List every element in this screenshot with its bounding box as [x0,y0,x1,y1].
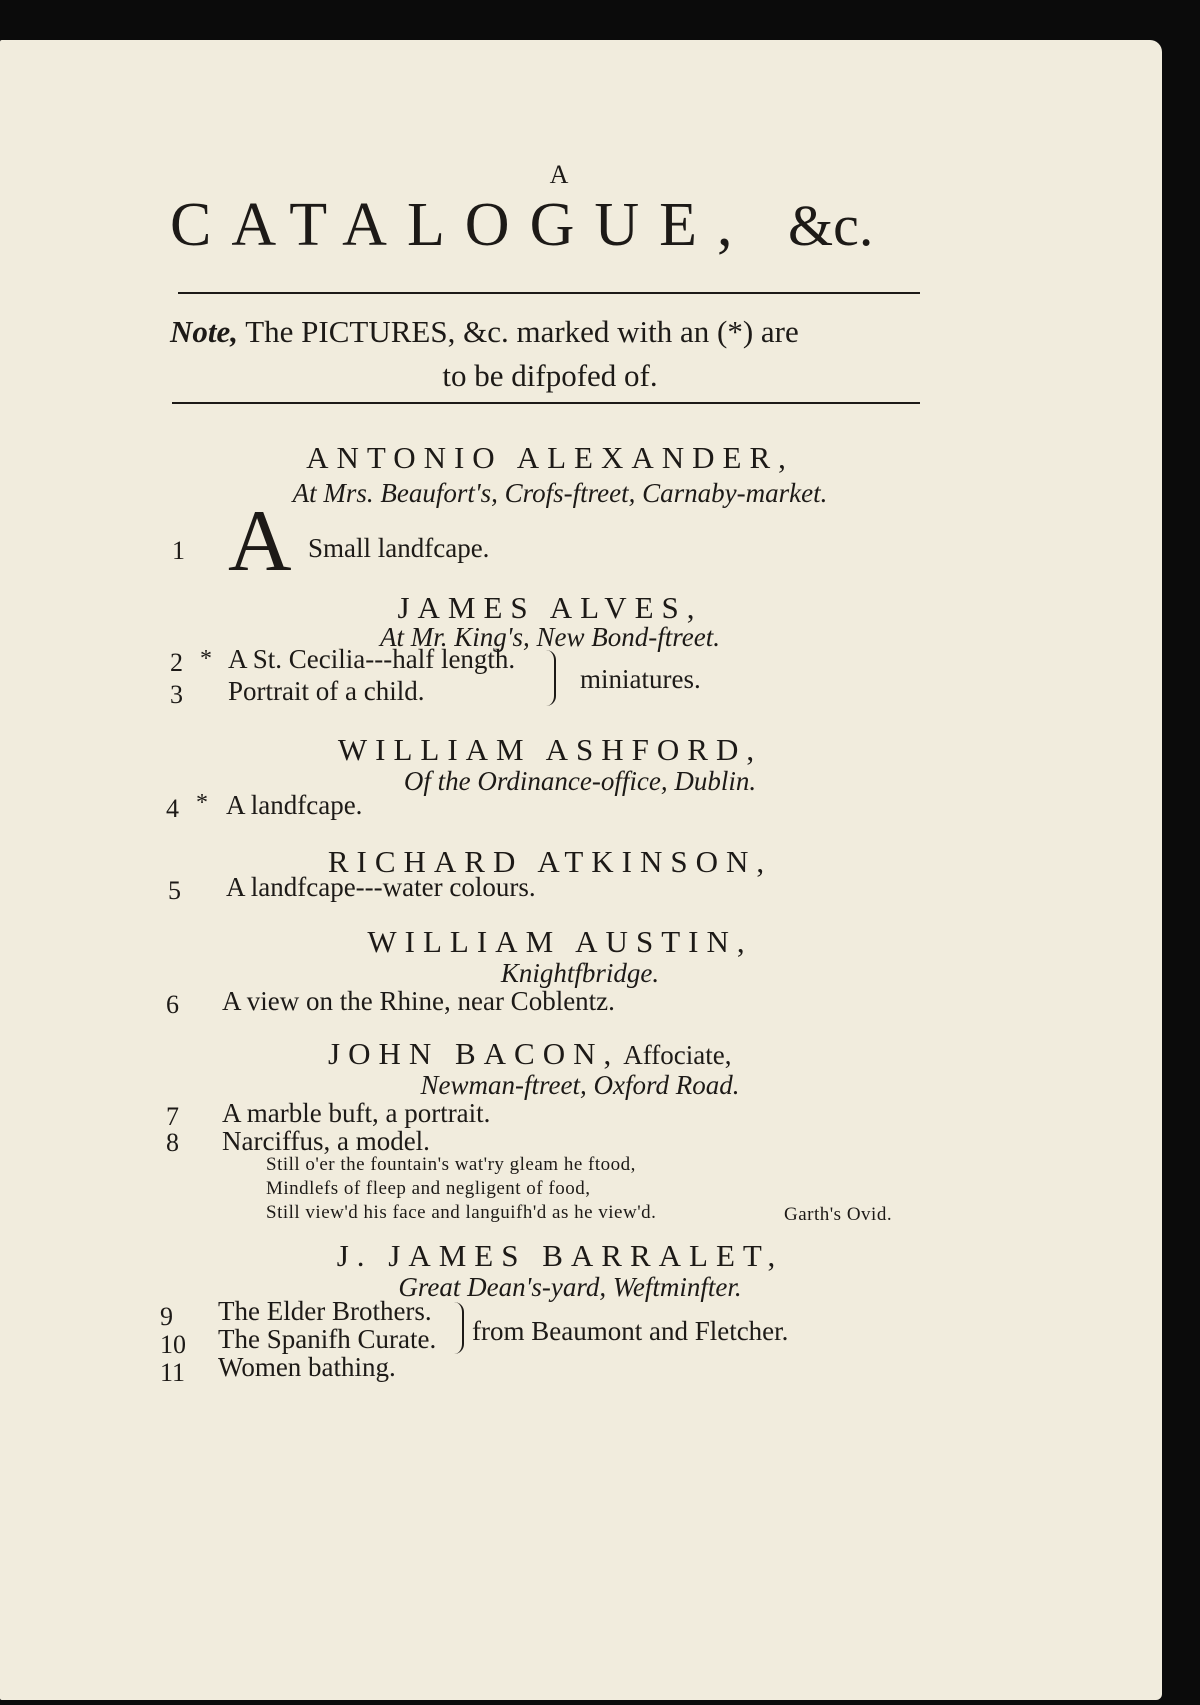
title-article: A [549,160,571,189]
page-title [170,190,873,261]
artist-rank: Affociate, [623,1040,732,1070]
for-sale-marker: * [196,790,208,816]
entry-number: 11 [160,1358,186,1387]
brace [448,1302,464,1354]
entry-title: Small landfcape. [308,533,490,563]
brace-note: from Beaumont and Fletcher. [472,1316,789,1346]
entry-number: 10 [160,1330,186,1359]
catalogue-page [0,40,1162,1700]
note-line-2: to be difpofed of. [442,358,658,393]
brace-note: miniatures. [580,664,701,694]
entry-number: 3 [170,680,183,709]
entry-title: Portrait of a child. [228,676,425,706]
verse-line: Still o'er the fountain's wat'ry gleam he ftood, [266,1154,636,1175]
artist-address: At Mr. King's, New Bond-ftreet. [379,622,720,652]
entry-title: Women bathing. [218,1352,396,1382]
entry-number: 1 [172,536,185,565]
artist-address: Of the Ordinance-office, Dublin. [403,766,757,796]
entry-number: 9 [160,1302,173,1331]
entry-number: 7 [166,1102,179,1131]
brace [540,650,556,706]
artist-name: JOHN BACON, [328,1036,620,1071]
note-text: The PICTURES, &c. marked with an (*) are [245,314,799,349]
note-label: Note, [170,314,239,349]
verse-line: Mindlefs of fleep and negligent of food, [266,1178,591,1199]
entry-title: The Spanifh Curate. [218,1324,437,1354]
entry-number: 6 [166,990,179,1019]
artist-name: J. JAMES BARRALET, [336,1238,784,1273]
entry-title: A view on the Rhine, near Coblentz. [222,986,615,1016]
artist-name: WILLIAM ASHFORD, [337,732,763,767]
artist-address: Newman-ftreet, Oxford Road. [420,1070,740,1100]
entry-number: 5 [168,876,181,905]
note-rule [172,402,920,404]
entry-title: Narciffus, a model. [222,1126,430,1156]
entry-number: 8 [166,1128,179,1157]
title-rule [178,292,920,294]
entry-title: A landfcape---water colours. [226,872,536,902]
entry-number: 2 [170,648,183,677]
verse-source: Garth's Ovid. [784,1204,893,1225]
artist-address: At Mrs. Beaufort's, Crofs-ftreet, Carnaby-market. [292,478,828,508]
page-title-suffix: &c. [788,193,874,258]
entry-title: The Elder Brothers. [218,1296,432,1326]
artist-name: WILLIAM AUSTIN, [367,924,753,959]
entry-number: 4 [166,794,179,823]
entry-title: A St. Cecilia---half length. [228,644,516,674]
artist-name: JAMES ALVES, [397,590,703,625]
artist-address: Knightfbridge. [500,958,660,988]
for-sale-marker: * [200,646,212,672]
verse-line: Still view'd his face and languifh'd as he view'd. [266,1202,657,1223]
artist-name: ANTONIO ALEXANDER, [306,440,794,475]
entry-title: A marble buft, a portrait. [222,1098,491,1128]
artist-heading [328,1036,731,1072]
note-line-1 [170,314,930,350]
entry-title: A landfcape. [226,790,363,820]
artist-address: Great Dean's-yard, Weftminfter. [398,1272,742,1302]
drop-cap: A [228,493,292,590]
page-title-word: CATALOGUE, [170,191,753,259]
artist-name: RICHARD ATKINSON, [327,844,773,879]
